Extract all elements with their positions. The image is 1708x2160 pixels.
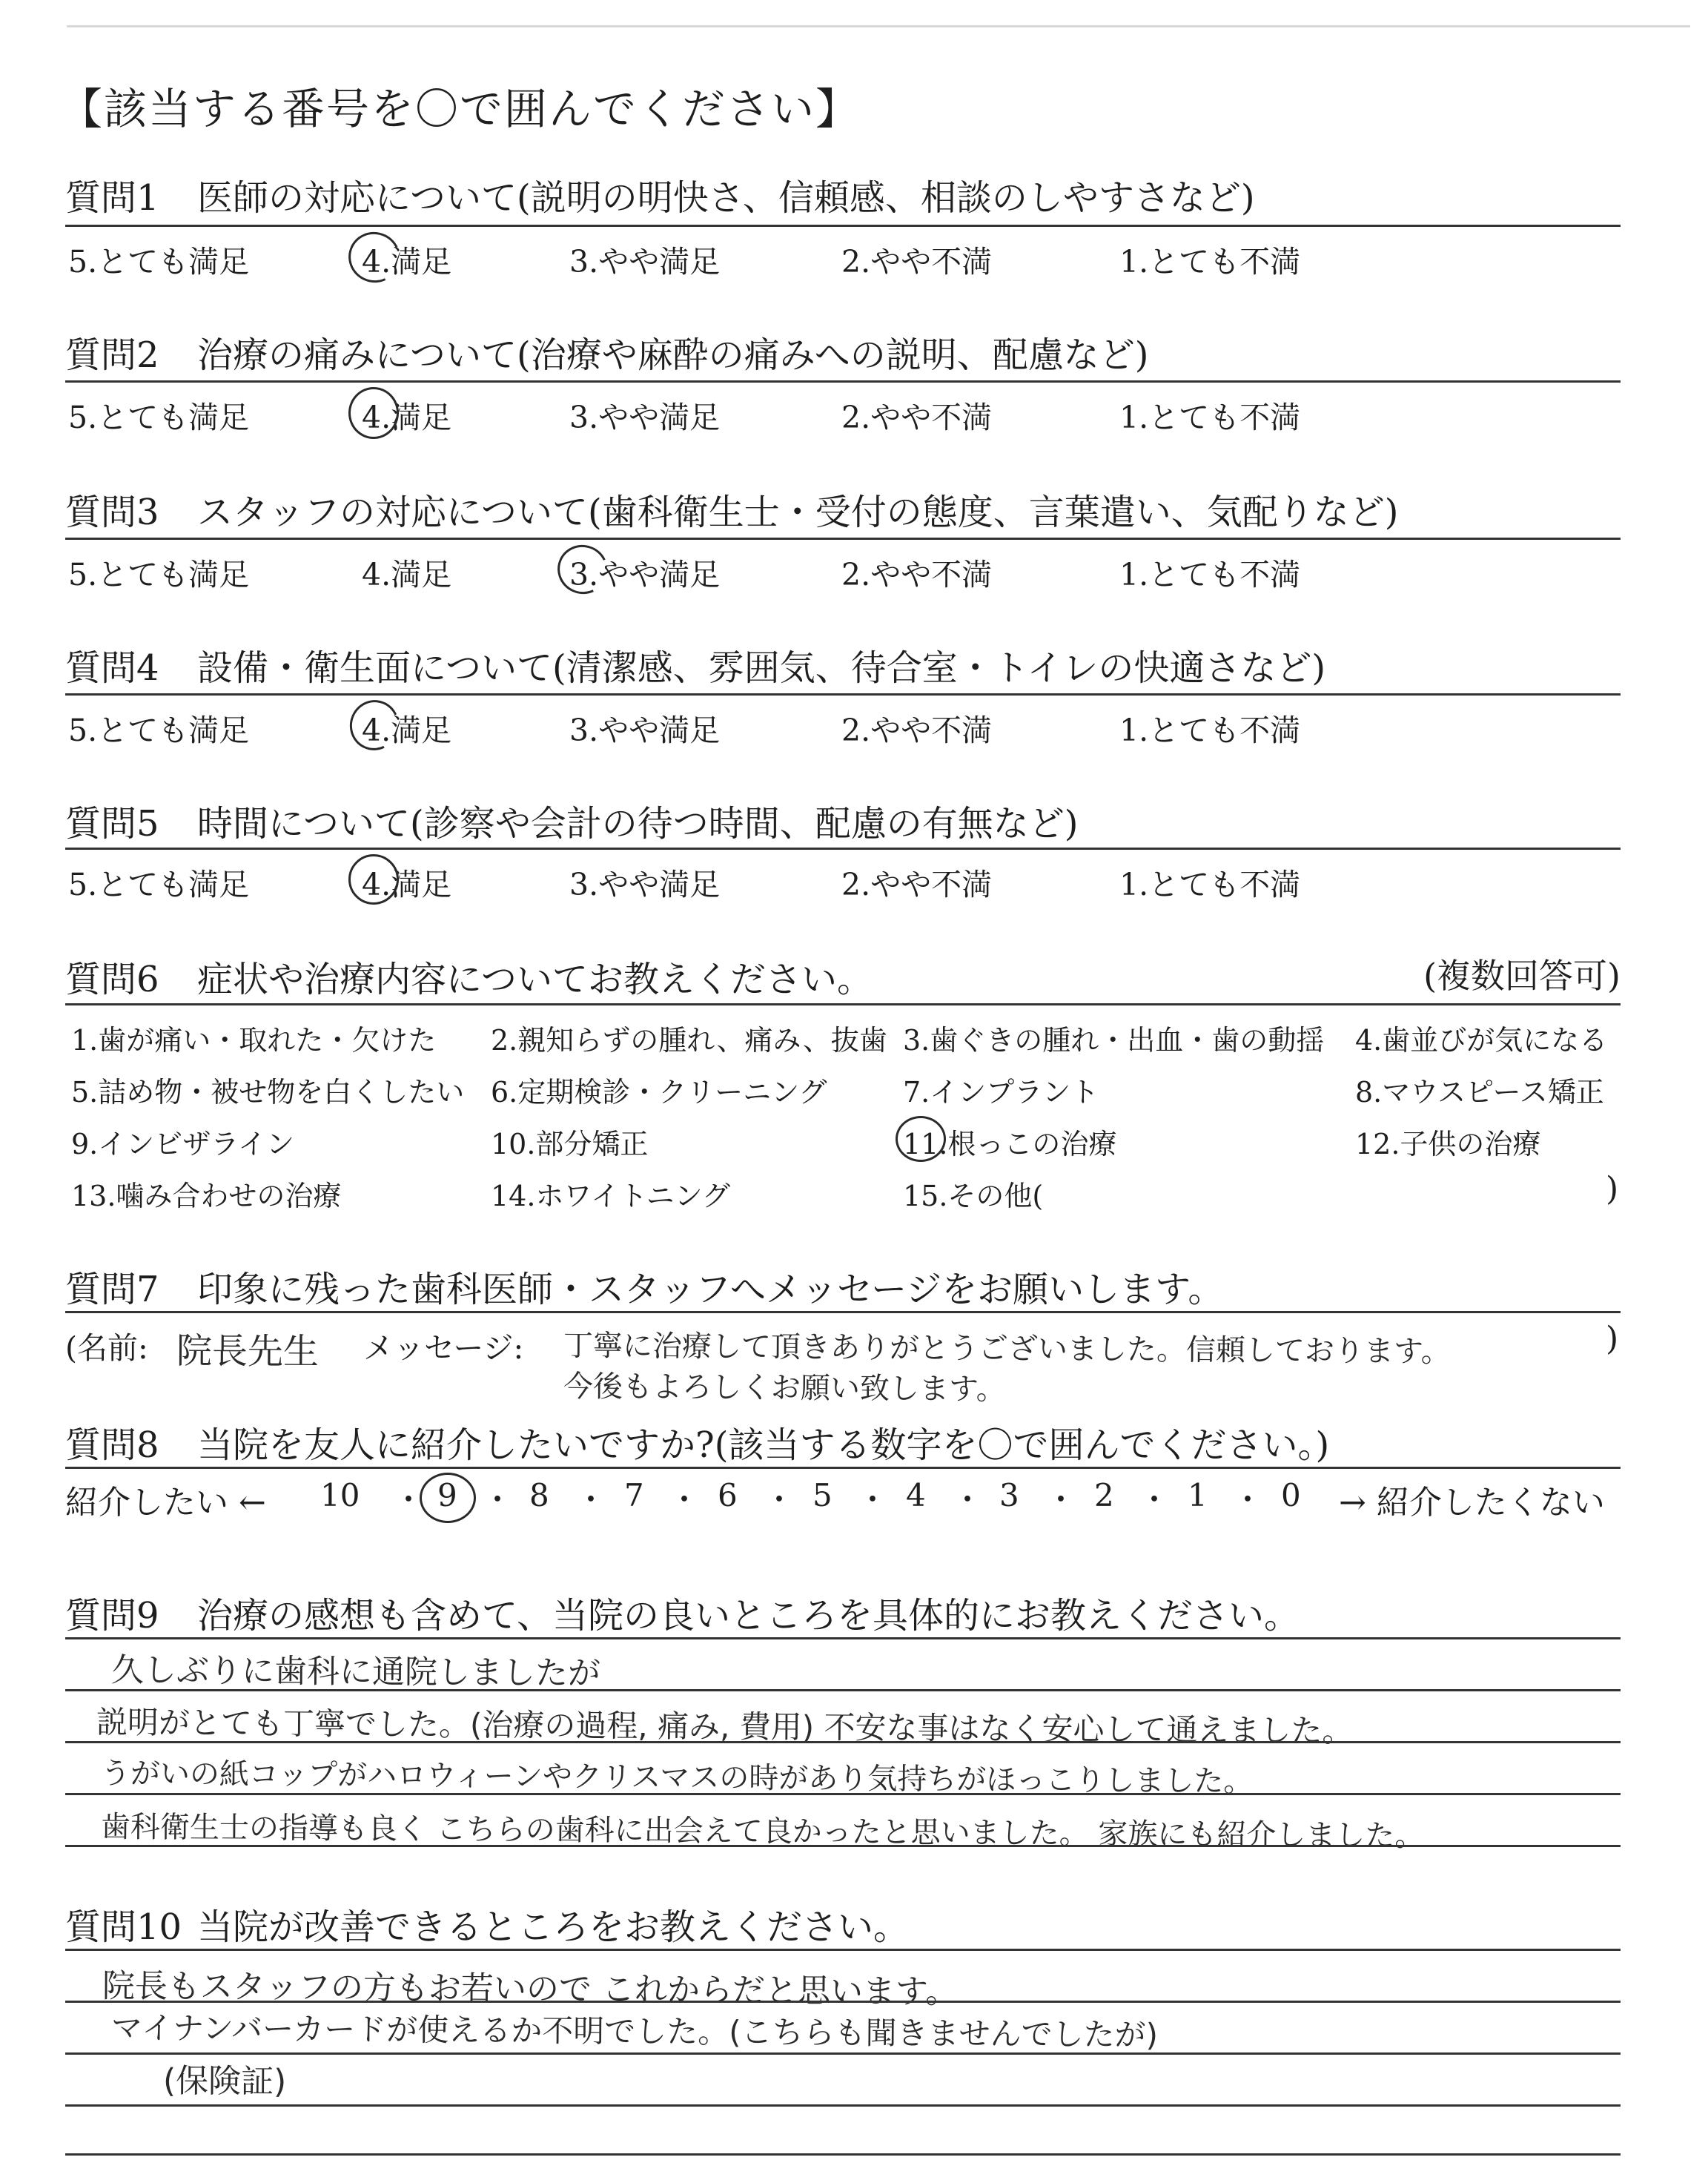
q6-option-12[interactable]: 12.子供の治療 — [1355, 1128, 1541, 1160]
divider — [65, 848, 1621, 850]
answer-line — [65, 1793, 1621, 1795]
q6-option-9[interactable]: 9.インビザライン — [71, 1128, 295, 1160]
q1-option-4[interactable]: 4.満足 — [362, 244, 452, 280]
q6-option-2[interactable]: 2.親知らずの腫れ、痛み、抜歯 — [491, 1024, 887, 1057]
q2-option-4[interactable]: 4.満足 — [362, 400, 452, 435]
q4-option-5[interactable]: 5.とても満足 — [68, 713, 250, 748]
q5-option-1[interactable]: 1.とても不満 — [1119, 867, 1301, 902]
question-9 — [65, 1587, 1622, 1638]
answer-line — [65, 2001, 1621, 2003]
q3-option-1[interactable]: 1.とても不満 — [1119, 557, 1301, 592]
q8-scale-1[interactable]: 1 — [1188, 1477, 1208, 1513]
q6-selection-circle — [896, 1116, 946, 1162]
answer-line — [65, 1949, 1621, 1951]
q3-option-3[interactable]: 3.やや満足 — [569, 557, 721, 592]
q4-option-2[interactable]: 2.やや不満 — [841, 713, 993, 748]
q7-message-answer-line-2[interactable]: 今後もよろしくお願い致します。 — [563, 1370, 1006, 1407]
dot-separator: ・ — [669, 1482, 701, 1518]
q6-option-1[interactable]: 1.歯が痛い・取れた・欠けた — [71, 1024, 437, 1057]
q8-scale-9[interactable]: 9 — [437, 1477, 457, 1513]
q6-option-14[interactable]: 14.ホワイトニング — [491, 1180, 731, 1212]
question-1 — [65, 169, 1622, 220]
multiple-answers-note: (複数回答可) — [1423, 956, 1621, 996]
question-text: 治療の痛みについて(治療や麻酔の痛みへの説明、配慮など) — [197, 334, 1149, 376]
q2-option-2[interactable]: 2.やや不満 — [841, 400, 993, 435]
q10-answer-line-1[interactable]: 院長もスタッフの方もお若いので これからだと思います。 — [102, 1967, 959, 2012]
q3-option-2[interactable]: 2.やや不満 — [841, 557, 993, 592]
question-text: 印象に残った歯科医師・スタッフへメッセージをお願いします。 — [197, 1269, 1224, 1310]
q1-option-2[interactable]: 2.やや不満 — [841, 244, 993, 280]
dot-separator: ・ — [857, 1482, 889, 1518]
divider — [65, 1467, 1621, 1469]
q6-option-11[interactable]: 11.根っこの治療 — [903, 1128, 1117, 1160]
q9-answer-line-3[interactable]: うがいの紙コップがハロウィーンやクリスマスの時があり気持ちがほっこりしました。 — [100, 1757, 1254, 1799]
dot-separator: ・ — [575, 1482, 607, 1518]
question-number: 質問8 — [65, 1424, 159, 1466]
q9-answer-line-4[interactable]: 歯科衛生士の指導も良く こちらの歯科に出会えて良かったと思いました。 家族にも紹介しました。 — [100, 1810, 1425, 1854]
answer-line — [65, 2104, 1621, 2107]
dot-separator: ・ — [482, 1482, 514, 1518]
question-number: 質問2 — [65, 334, 159, 376]
answer-line — [65, 1637, 1621, 1639]
question-number: 質問10 — [65, 1906, 182, 1948]
dot-separator: ・ — [1045, 1482, 1077, 1518]
question-7 — [65, 1261, 1622, 1312]
q9-answer-line-1[interactable]: 久しぶりに歯科に通院しましたが — [110, 1651, 601, 1693]
answer-line — [65, 2052, 1621, 2055]
q8-scale-0[interactable]: 0 — [1281, 1477, 1301, 1513]
question-number: 質問7 — [65, 1269, 159, 1310]
q5-option-5[interactable]: 5.とても満足 — [68, 867, 250, 902]
instruction-heading: 【該当する番号を〇で囲んでください】 — [59, 84, 861, 134]
divider — [65, 1003, 1621, 1005]
q10-answer-line-3[interactable]: (保険証) — [162, 2062, 287, 2101]
question-number: 質問4 — [65, 647, 159, 689]
question-number: 質問1 — [65, 177, 159, 219]
q6-option-13[interactable]: 13.噛み合わせの治療 — [71, 1180, 342, 1212]
question-4 — [65, 639, 1622, 690]
q1-option-5[interactable]: 5.とても満足 — [68, 244, 250, 280]
q8-scale-4[interactable]: 4 — [906, 1477, 926, 1513]
question-number: 質問5 — [65, 803, 159, 845]
q6-option-3[interactable]: 3.歯ぐきの腫れ・出血・歯の動揺 — [903, 1024, 1325, 1057]
q6-option-4[interactable]: 4.歯並びが気になる — [1355, 1024, 1608, 1057]
question-6 — [65, 951, 1622, 1002]
answer-line — [65, 1845, 1621, 1847]
q8-left-label: 紹介したい ← — [65, 1484, 266, 1522]
answer-line — [65, 2153, 1621, 2156]
question-text: 症状や治療内容についてお教えください。 — [197, 959, 873, 1000]
q8-scale-6[interactable]: 6 — [718, 1477, 738, 1513]
question-number: 質問6 — [65, 959, 159, 1000]
q7-message-answer-line-1[interactable]: 丁寧に治療して頂きありがとうございました。信頼しております。 — [563, 1329, 1451, 1370]
q1-option-3[interactable]: 3.やや満足 — [569, 244, 721, 280]
q4-option-1[interactable]: 1.とても不満 — [1119, 713, 1301, 748]
divider — [65, 1311, 1621, 1313]
q8-scale-2[interactable]: 2 — [1094, 1477, 1114, 1513]
q6-other-close: ) — [1606, 1170, 1619, 1208]
dot-separator: ・ — [952, 1482, 984, 1518]
q6-option-10[interactable]: 10.部分矯正 — [491, 1128, 649, 1160]
dot-separator: ・ — [393, 1482, 425, 1518]
q8-scale-7[interactable]: 7 — [624, 1477, 644, 1513]
q8-scale-5[interactable]: 5 — [812, 1477, 833, 1513]
q2-option-3[interactable]: 3.やや満足 — [569, 400, 721, 435]
question-text: スタッフの対応について(歯科衛生士・受付の態度、言葉遣い、気配りなど) — [197, 492, 1399, 533]
q5-selection-circle — [348, 854, 399, 905]
divider — [65, 380, 1621, 383]
q7-close: ) — [1606, 1320, 1619, 1358]
divider — [65, 225, 1621, 227]
q10-answer-line-2[interactable]: マイナンバーカードが使えるか不明でした。(こちらも聞きませんでしたが) — [110, 2009, 1159, 2053]
question-number: 質問9 — [65, 1595, 159, 1636]
q8-selection-circle — [420, 1473, 476, 1523]
q2-selection-circle — [348, 387, 399, 439]
q6-option-7[interactable]: 7.インプラント — [903, 1076, 1099, 1109]
q2-option-5[interactable]: 5.とても満足 — [68, 400, 250, 435]
answer-line — [65, 1741, 1621, 1743]
q6-option-5[interactable]: 5.詰め物・被せ物を白くしたい — [71, 1076, 465, 1109]
q6-option-8[interactable]: 8.マウスピース矯正 — [1355, 1076, 1604, 1109]
question-2 — [65, 326, 1622, 377]
dot-separator: ・ — [1232, 1482, 1264, 1518]
question-text: 時間について(診察や会計の待つ時間、配慮の有無など) — [197, 803, 1079, 845]
q6-option-6[interactable]: 6.定期検診・クリーニング — [491, 1076, 827, 1109]
question-5 — [65, 795, 1622, 846]
dot-separator: ・ — [1139, 1482, 1171, 1518]
dot-separator: ・ — [764, 1482, 795, 1518]
q8-right-label: → 紹介したくない — [1339, 1484, 1605, 1522]
q8-scale-3[interactable]: 3 — [999, 1477, 1019, 1513]
question-text: 治療の感想も含めて、当院の良いところを具体的にお教えください。 — [197, 1595, 1300, 1636]
question-text: 設備・衛生面について(清潔感、雰囲気、待合室・トイレの快適さなど) — [197, 647, 1326, 689]
q5-option-3[interactable]: 3.やや満足 — [569, 867, 721, 902]
q3-option-5[interactable]: 5.とても満足 — [68, 557, 250, 592]
q6-option-15[interactable]: 15.その他( — [903, 1180, 1044, 1212]
q8-scale-10[interactable]: 10 — [320, 1477, 360, 1513]
q9-answer-line-2[interactable]: 説明がとても丁寧でした。(治療の過程, 痛み, 費用) 不安な事はなく安心して通えました。 — [96, 1704, 1354, 1749]
divider — [65, 538, 1621, 540]
question-10 — [65, 1898, 1622, 1949]
divider — [65, 693, 1621, 696]
question-number: 質問3 — [65, 492, 159, 533]
q7-name-answer[interactable]: 院長先生 — [176, 1330, 320, 1373]
question-text: 当院を友人に紹介したいですか?(該当する数字を〇で囲んでください。) — [197, 1424, 1330, 1466]
q3-option-4[interactable]: 4.満足 — [362, 557, 452, 592]
q4-option-3[interactable]: 3.やや満足 — [569, 713, 721, 748]
q8-scale-8[interactable]: 8 — [529, 1477, 549, 1513]
q7-name-label: (名前: — [65, 1330, 148, 1366]
answer-line — [65, 1689, 1621, 1691]
question-3 — [65, 483, 1622, 535]
top-edge-line — [67, 25, 1690, 27]
q7-message-label: メッセージ: — [363, 1330, 524, 1366]
q4-option-4[interactable]: 4.満足 — [362, 713, 452, 748]
q2-option-1[interactable]: 1.とても不満 — [1119, 400, 1301, 435]
question-text: 医師の対応について(説明の明快さ、信頼感、相談のしやすさなど) — [197, 177, 1255, 219]
q5-option-2[interactable]: 2.やや不満 — [841, 867, 993, 902]
question-text: 当院が改善できるところをお教えください。 — [197, 1906, 910, 1948]
q5-option-4[interactable]: 4.満足 — [362, 867, 452, 902]
question-8 — [65, 1416, 1622, 1467]
q1-option-1[interactable]: 1.とても不満 — [1119, 244, 1301, 280]
